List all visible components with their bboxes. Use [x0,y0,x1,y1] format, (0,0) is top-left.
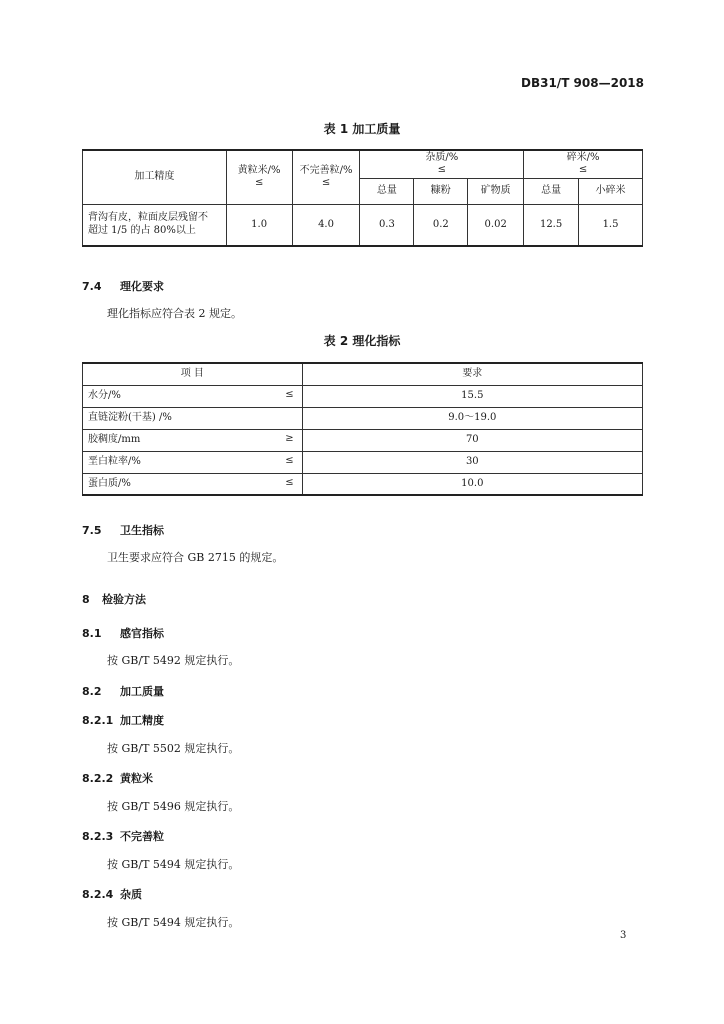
section-8-2-1-text: 按 GB/T 5502 规定执行。 [107,742,240,755]
comparison-symbol: ≤ [285,454,294,466]
header-impurity-symbol: ≤ [437,164,446,176]
section-7-4-text: 理化指标应符合表 2 规定。 [107,307,242,320]
header-yellow-rice [226,150,292,204]
subheader-impurity-total: 总量 [360,178,414,204]
section-8-2-4-heading [82,886,142,902]
header-requirement: 要求 [302,363,642,385]
section-number: 8.1 [82,627,102,640]
header-impurity-label: 杂质/% [425,151,459,163]
section-number: 8 [82,593,90,606]
subheader-mineral: 矿物质 [468,178,524,204]
cell-broken-total: 12.5 [524,204,579,246]
section-8-heading [82,591,146,607]
row-amylose-value: 9.0～19.0 [302,407,642,429]
section-number: 7.4 [82,280,102,293]
section-title: 杂质 [120,888,142,901]
section-title: 理化要求 [120,280,164,293]
comparison-symbol: ≥ [285,432,294,444]
page-number: 3 [620,930,627,941]
row-protein-item [83,473,303,495]
section-8-1-heading [82,625,164,641]
header-item: 项 目 [83,363,303,385]
row-moisture-item [83,385,303,407]
section-title: 感官指标 [120,627,164,640]
item-label: 直链淀粉(干基) /% [88,411,172,423]
item-label: 水分/% [88,389,121,401]
row-moisture-value: 15.5 [302,385,642,407]
physicochemical-table [82,362,643,496]
cell-bran: 0.2 [414,204,468,246]
row-chalky-rate-item [83,451,303,473]
row-amylose-item [83,407,303,429]
section-8-2-3-text: 按 GB/T 5494 规定执行。 [107,858,240,871]
cell-small-broken: 1.5 [579,204,643,246]
row-chalky-rate-value: 30 [302,451,642,473]
cell-impurity-total: 0.3 [360,204,414,246]
section-8-2-3-heading [82,828,164,844]
cell-imperfect: 4.0 [292,204,360,246]
section-8-2-2-text: 按 GB/T 5496 规定执行。 [107,800,240,813]
section-number: 8.2 [82,685,102,698]
row-protein-value: 10.0 [302,473,642,495]
section-8-2-heading [82,683,164,699]
header-broken-rice [524,150,643,178]
processing-quality-table [82,149,643,247]
table1-title: 表 1 加工质量 [323,122,401,136]
section-8-2-2-heading [82,770,153,786]
item-label: 垩白粒率/% [88,455,141,467]
table2-title: 表 2 理化指标 [323,334,401,348]
standard-code: DB31/T 908—2018 [521,76,644,90]
row-gel-consistency-item [83,429,303,451]
header-imperfect-label: 不完善粒/% [299,164,353,176]
subheader-bran: 糠粉 [414,178,468,204]
header-yellow-rice-label: 黄粒米/% [237,164,281,176]
section-7-5-heading [82,522,164,538]
section-7-4-heading [82,278,164,294]
comparison-symbol: ≤ [285,388,294,400]
row-gel-consistency-value: 70 [302,429,642,451]
subheader-small-broken: 小碎米 [579,178,643,204]
item-label: 胶稠度/mm [88,433,141,445]
section-8-1-text: 按 GB/T 5492 规定执行。 [107,654,240,667]
section-8-2-4-text: 按 GB/T 5494 规定执行。 [107,916,240,929]
header-yellow-rice-symbol: ≤ [254,177,264,189]
section-number: 8.2.1 [82,714,114,727]
desc-line-2: 超过 1/5 的占 80%以上 [88,224,196,236]
header-impurity [360,150,524,178]
desc-line-1: 背沟有皮，粒面皮层残留不 [88,212,208,224]
header-broken-symbol: ≤ [578,164,588,176]
section-title: 加工质量 [120,685,164,698]
header-broken-label: 碎米/% [566,151,600,163]
section-title: 检验方法 [102,593,146,606]
cell-yellow: 1.0 [226,204,292,246]
section-number: 7.5 [82,524,102,537]
subheader-broken-total: 总量 [524,178,579,204]
section-number: 8.2.4 [82,888,114,901]
header-imperfect-symbol: ≤ [321,177,331,189]
section-title: 卫生指标 [120,524,164,537]
row-precision-desc [83,204,227,246]
header-precision: 加工精度 [83,150,227,204]
comparison-symbol: ≤ [285,476,294,488]
item-label: 蛋白质/% [88,477,131,489]
section-title: 加工精度 [120,714,164,727]
section-8-2-1-heading [82,712,164,728]
header-imperfect-kernel [292,150,360,204]
section-number: 8.2.3 [82,830,114,843]
section-title: 不完善粒 [120,830,164,843]
section-number: 8.2.2 [82,772,114,785]
section-title: 黄粒米 [120,772,153,785]
cell-mineral: 0.02 [468,204,524,246]
section-7-5-text: 卫生要求应符合 GB 2715 的规定。 [107,551,284,564]
